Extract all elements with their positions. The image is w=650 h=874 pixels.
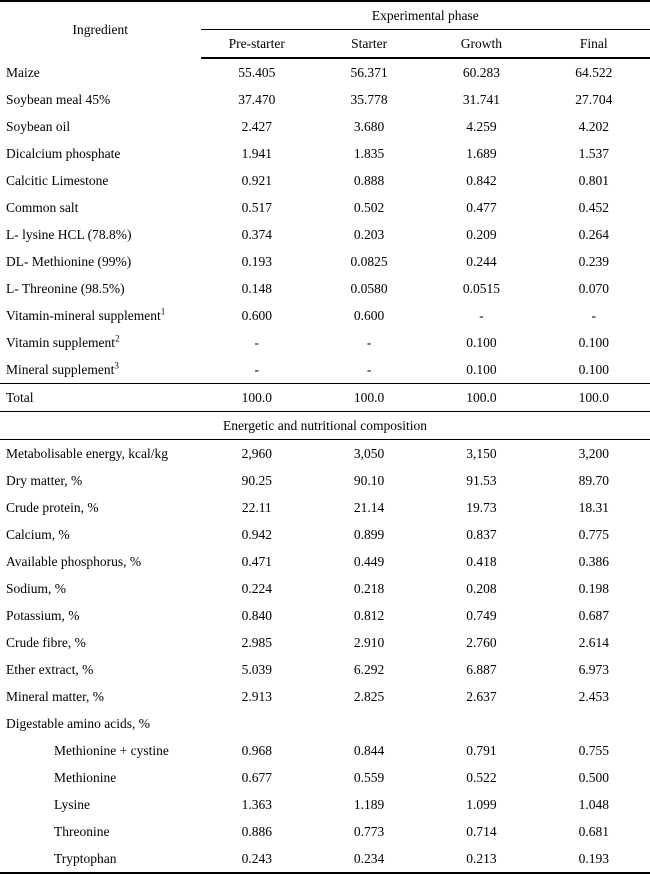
row-label-indented: Methionine + cystine — [54, 743, 169, 758]
row-label: L- lysine HCL (78.8%) — [6, 227, 132, 242]
row-value: 0.773 — [353, 824, 385, 839]
row-value: 0.844 — [353, 743, 385, 758]
row-label: Calcitic Limestone — [6, 173, 109, 188]
header-col-final: Final — [538, 30, 650, 59]
row-value: 2.985 — [241, 635, 272, 650]
row-value: 37.470 — [238, 92, 276, 107]
header-experimental-phase: Experimental phase — [201, 1, 650, 30]
row-value: 6.887 — [466, 662, 497, 677]
row-value: - — [366, 335, 372, 350]
row-value: 21.14 — [353, 500, 385, 515]
total-label: Total — [0, 384, 201, 412]
footnote-marker: 2 — [115, 333, 120, 344]
row-value: - — [591, 308, 597, 323]
row-label-indented: Threonine — [54, 824, 110, 839]
row-label-indented: Methionine — [54, 770, 117, 785]
row-value — [538, 710, 650, 737]
row-label: Calcium, % — [6, 527, 70, 542]
row-value: 0.449 — [353, 554, 385, 569]
row-value: 3,050 — [353, 446, 385, 461]
row-value: 0.386 — [578, 554, 609, 569]
row-value: 2.637 — [466, 689, 497, 704]
row-label: Ether extract, % — [6, 662, 94, 677]
row-value — [201, 710, 313, 737]
row-label: Dicalcium phosphate — [6, 146, 121, 161]
row-value: 0.714 — [466, 824, 497, 839]
table-row — [0, 140, 650, 167]
table-row — [0, 629, 650, 656]
composition-section-title: Energetic and nutritional composition — [0, 412, 650, 440]
composition-section-band — [0, 412, 650, 440]
row-value: 2,960 — [241, 446, 272, 461]
total-row — [0, 384, 650, 412]
row-value: 4.202 — [578, 119, 609, 134]
total-value: 100.0 — [313, 384, 425, 412]
row-value: 0.477 — [466, 200, 497, 215]
row-value: 64.522 — [575, 65, 613, 80]
table-row — [0, 791, 650, 818]
row-value: 0.244 — [466, 254, 497, 269]
row-value: 0.888 — [353, 173, 385, 188]
row-value: 6.973 — [578, 662, 609, 677]
row-value: 1.689 — [466, 146, 497, 161]
row-label: Vitamin-mineral supplement$^1$ — [6, 306, 166, 323]
table-row — [0, 494, 650, 521]
row-value: 0.522 — [466, 770, 497, 785]
row-label-indented: Tryptophan — [0, 845, 201, 873]
row-value: 3,150 — [466, 446, 497, 461]
row-value: 1.835 — [353, 146, 385, 161]
row-value: 0.193 — [538, 845, 650, 873]
composition-rows — [0, 440, 650, 874]
row-value: 56.371 — [350, 65, 388, 80]
table-row — [0, 58, 650, 86]
row-value: 0.234 — [313, 845, 425, 873]
row-value: 2.453 — [578, 689, 609, 704]
row-label: Vitamin supplement$^2$ — [6, 333, 120, 350]
row-value: 18.31 — [578, 500, 609, 515]
total-row-group — [0, 384, 650, 412]
row-label-indented: Lysine — [54, 797, 90, 812]
row-value: 1.363 — [241, 797, 272, 812]
row-value — [425, 710, 537, 737]
row-label: Digestable amino acids, % — [6, 716, 150, 731]
row-value: 0.681 — [578, 824, 609, 839]
row-value: 2.427 — [241, 119, 272, 134]
row-label: Common salt — [6, 200, 79, 215]
row-value: 0.193 — [241, 254, 272, 269]
table-row — [0, 548, 650, 575]
row-value: 0.100 — [578, 362, 609, 377]
table-row — [0, 302, 650, 329]
row-value: 55.405 — [238, 65, 276, 80]
table-row — [0, 167, 650, 194]
row-value: 0.500 — [578, 770, 609, 785]
row-value: 0.942 — [241, 527, 272, 542]
row-value: 0.600 — [353, 308, 385, 323]
row-value: 0.749 — [466, 608, 497, 623]
row-value: 90.25 — [241, 473, 272, 488]
table-row — [0, 737, 650, 764]
row-value — [313, 710, 425, 737]
header-span-row — [0, 1, 650, 30]
row-label: DL- Methionine (99%) — [6, 254, 132, 269]
row-value: 0.775 — [578, 527, 609, 542]
row-value: 60.283 — [462, 65, 500, 80]
row-value: 0.100 — [466, 335, 497, 350]
row-value: 0.899 — [353, 527, 385, 542]
row-value: 0.755 — [578, 743, 609, 758]
table-row — [0, 113, 650, 140]
table-row — [0, 818, 650, 845]
row-value: 0.239 — [578, 254, 609, 269]
row-value: 2.825 — [353, 689, 385, 704]
row-label: Crude protein, % — [6, 500, 99, 515]
row-value: 0.886 — [241, 824, 272, 839]
row-label: Mineral supplement$^3$ — [6, 360, 119, 377]
header-col-pre-starter: Pre-starter — [201, 30, 313, 59]
row-value: 1.941 — [241, 146, 272, 161]
row-value: 1.048 — [578, 797, 609, 812]
row-label: Maize — [6, 64, 40, 80]
row-label: Crude fibre, % — [6, 635, 86, 650]
row-value: 0.264 — [578, 227, 609, 242]
row-value: - — [479, 308, 484, 323]
row-value: 2.614 — [578, 635, 609, 650]
row-value: 0.100 — [578, 335, 609, 350]
row-value: 2.910 — [353, 635, 385, 650]
row-value: 3.680 — [353, 119, 385, 134]
row-value: 35.778 — [350, 92, 388, 107]
row-value: 22.11 — [241, 500, 272, 515]
row-value: 1.189 — [353, 797, 385, 812]
row-value: 90.10 — [353, 473, 385, 488]
row-value: 1.099 — [466, 797, 497, 812]
row-value: 0.100 — [466, 362, 497, 377]
table-row — [0, 194, 650, 221]
row-value: 0.209 — [466, 227, 497, 242]
row-value: 0.418 — [466, 554, 497, 569]
row-value: 0.452 — [578, 200, 609, 215]
table-row — [0, 86, 650, 113]
header-col-growth: Growth — [425, 30, 537, 59]
row-value: 0.921 — [241, 173, 272, 188]
ingredient-rows — [0, 58, 650, 384]
row-value: 5.039 — [241, 662, 272, 677]
row-value: 0.801 — [578, 173, 609, 188]
row-value: 0.243 — [201, 845, 313, 873]
row-value: - — [366, 362, 372, 377]
row-value: 0.0580 — [350, 281, 388, 296]
table-row — [0, 575, 650, 602]
row-value: 0.791 — [466, 743, 497, 758]
table-row — [0, 356, 650, 384]
row-value: 0.842 — [466, 173, 497, 188]
table-row — [0, 710, 650, 737]
footnote-marker: 3 — [114, 360, 119, 371]
row-value: 0.502 — [353, 200, 385, 215]
row-value: - — [254, 362, 259, 377]
row-value: - — [254, 335, 259, 350]
composition-band-group — [0, 412, 650, 440]
row-value: 0.0825 — [350, 254, 388, 269]
row-value: 19.73 — [466, 500, 497, 515]
row-value: 0.148 — [241, 281, 272, 296]
row-value: 1.537 — [578, 146, 609, 161]
row-value: 0.203 — [353, 227, 385, 242]
total-value: 100.0 — [201, 384, 313, 412]
row-value: 89.70 — [578, 473, 609, 488]
table-row — [0, 683, 650, 710]
row-value: 0.208 — [466, 581, 497, 596]
row-value: 0.837 — [466, 527, 497, 542]
row-value: 0.218 — [353, 581, 385, 596]
row-value: 0.968 — [241, 743, 272, 758]
row-value: 2.760 — [466, 635, 497, 650]
row-label: Metabolisable energy, kcal/kg — [6, 446, 168, 461]
table-row — [0, 329, 650, 356]
row-value: 6.292 — [353, 662, 385, 677]
row-value: 0.677 — [241, 770, 272, 785]
row-value: 31.741 — [462, 92, 500, 107]
row-label: Available phosphorus, % — [6, 554, 142, 569]
table-row — [0, 602, 650, 629]
row-label: Mineral matter, % — [6, 689, 105, 704]
row-value: 27.704 — [575, 92, 613, 107]
row-value: 0.224 — [241, 581, 272, 596]
table-row — [0, 248, 650, 275]
row-value: 3,200 — [578, 446, 609, 461]
row-value: 0.374 — [241, 227, 272, 242]
total-value: 100.0 — [538, 384, 650, 412]
table-row — [0, 221, 650, 248]
table-row — [0, 656, 650, 683]
row-value: 91.53 — [466, 473, 497, 488]
table-row — [0, 440, 650, 468]
row-value: 0.213 — [425, 845, 537, 873]
row-label: Soybean oil — [6, 119, 71, 134]
header-col-starter: Starter — [313, 30, 425, 59]
row-value: 2.913 — [241, 689, 272, 704]
row-value: 4.259 — [466, 119, 497, 134]
row-value: 0.070 — [578, 281, 609, 296]
header-ingredient: Ingredient — [0, 1, 201, 58]
row-label: Potassium, % — [6, 608, 80, 623]
table-row — [0, 275, 650, 302]
table-header — [0, 1, 650, 58]
total-value: 100.0 — [425, 384, 537, 412]
row-value: 0.840 — [241, 608, 272, 623]
footnote-marker: 1 — [160, 306, 166, 317]
row-value: 0.600 — [241, 308, 272, 323]
row-value: 0.0515 — [462, 281, 500, 296]
table-row — [0, 521, 650, 548]
row-value: 0.198 — [578, 581, 609, 596]
row-value: 0.812 — [353, 608, 385, 623]
row-value: 0.471 — [241, 554, 272, 569]
row-value: 0.559 — [353, 770, 385, 785]
row-value: 0.687 — [578, 608, 609, 623]
row-label: Sodium, % — [6, 581, 67, 596]
row-value: 0.517 — [241, 200, 272, 215]
table-row — [0, 764, 650, 791]
table-row — [0, 467, 650, 494]
row-label: Dry matter, % — [6, 473, 83, 488]
row-label: L- Threonine (98.5%) — [6, 281, 125, 296]
table-row — [0, 845, 650, 873]
row-label: Soybean meal 45% — [6, 92, 111, 107]
